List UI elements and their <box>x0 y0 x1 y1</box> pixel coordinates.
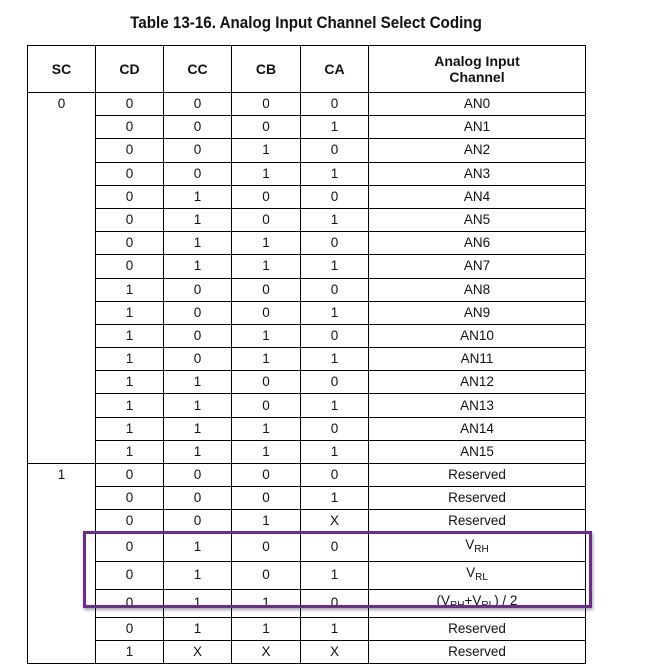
cell-channel: AN3 <box>369 162 586 185</box>
header-cd: CD <box>96 46 164 93</box>
cell-ca: 0 <box>301 232 369 255</box>
cell-sc <box>28 93 96 464</box>
cell-cd: 1 <box>96 394 164 417</box>
table-row <box>28 255 586 278</box>
cell-cb: 1 <box>232 589 301 617</box>
cell-cd: 1 <box>96 640 164 663</box>
cell-channel: AN0 <box>369 93 586 116</box>
table-row <box>28 561 586 589</box>
cell-channel <box>369 533 586 561</box>
cell-cc: 1 <box>164 371 232 394</box>
channel-select-coding-table <box>27 45 586 664</box>
cell-cb: 1 <box>232 255 301 278</box>
channel-part-v: V <box>466 564 476 580</box>
cell-cd: 1 <box>96 278 164 301</box>
table-row <box>28 371 586 394</box>
cell-cb: 0 <box>232 561 301 589</box>
cell-cb: 0 <box>232 93 301 116</box>
table-row <box>28 640 586 663</box>
header-cb: CB <box>232 46 301 93</box>
channel-part-sub: RH <box>474 543 489 555</box>
cell-cc: 1 <box>164 589 232 617</box>
cell-ca: 1 <box>301 162 369 185</box>
header-sc: SC <box>28 46 96 93</box>
cell-cd: 0 <box>96 232 164 255</box>
channel-part-sub1: RH <box>450 599 465 611</box>
cell-cd: 1 <box>96 324 164 347</box>
cell-cb: X <box>232 640 301 663</box>
channel-part-sub: RL <box>475 571 488 583</box>
table-row <box>28 139 586 162</box>
cell-ca: X <box>301 640 369 663</box>
cell-cb: 0 <box>232 278 301 301</box>
cell-cd: 0 <box>96 589 164 617</box>
cell-cb: 1 <box>232 162 301 185</box>
cell-channel: Reserved <box>369 510 586 533</box>
cell-cb: 1 <box>232 617 301 640</box>
cell-cb: 0 <box>232 371 301 394</box>
cell-channel: Reserved <box>369 464 586 487</box>
cell-cb: 0 <box>232 394 301 417</box>
cell-cc: 0 <box>164 116 232 139</box>
cell-cc: 0 <box>164 93 232 116</box>
cell-ca: 0 <box>301 417 369 440</box>
cell-cc: 1 <box>164 417 232 440</box>
cell-cd: 1 <box>96 371 164 394</box>
cell-cb: 1 <box>232 324 301 347</box>
table-row <box>28 394 586 417</box>
cell-cd: 0 <box>96 162 164 185</box>
cell-channel: AN10 <box>369 324 586 347</box>
cell-cb: 0 <box>232 301 301 324</box>
cell-cb: 0 <box>232 185 301 208</box>
cell-cd: 0 <box>96 510 164 533</box>
cell-cc: 1 <box>164 533 232 561</box>
cell-channel: AN1 <box>369 116 586 139</box>
cell-channel: AN11 <box>369 348 586 371</box>
cell-cb: 0 <box>232 208 301 231</box>
cell-cb: 0 <box>232 116 301 139</box>
header-channel: Analog Input Channel <box>369 46 586 93</box>
table-row <box>28 116 586 139</box>
channel-part-open: (V <box>436 592 451 608</box>
cell-ca: 1 <box>301 487 369 510</box>
cell-cd: 0 <box>96 561 164 589</box>
cell-cb: 1 <box>232 139 301 162</box>
cell-cc: 0 <box>164 139 232 162</box>
table-row <box>28 232 586 255</box>
cell-ca: 1 <box>301 348 369 371</box>
cell-channel: AN9 <box>369 301 586 324</box>
cell-channel: AN4 <box>369 185 586 208</box>
cell-cd: 0 <box>96 139 164 162</box>
cell-cc: 1 <box>164 208 232 231</box>
cell-sc <box>28 464 96 664</box>
cell-ca: 0 <box>301 93 369 116</box>
table-row <box>28 278 586 301</box>
cell-ca: 1 <box>301 394 369 417</box>
table-row <box>28 440 586 463</box>
table-row <box>28 617 586 640</box>
cell-cd: 1 <box>96 301 164 324</box>
channel-part-plus: +V <box>464 592 482 608</box>
table-row <box>28 185 586 208</box>
cell-cd: 1 <box>96 417 164 440</box>
table-row <box>28 208 586 231</box>
cell-cd: 0 <box>96 255 164 278</box>
header-row <box>28 46 586 93</box>
cell-cc: 0 <box>164 510 232 533</box>
table-row <box>28 93 586 116</box>
cell-channel: AN12 <box>369 371 586 394</box>
cell-channel <box>369 561 586 589</box>
cell-ca: 1 <box>301 617 369 640</box>
cell-cb: 1 <box>232 440 301 463</box>
cell-cd: 0 <box>96 533 164 561</box>
table-row <box>28 533 586 561</box>
cell-cb: 0 <box>232 487 301 510</box>
cell-cc: 1 <box>164 185 232 208</box>
cell-cd: 0 <box>96 116 164 139</box>
cell-cb: 1 <box>232 417 301 440</box>
cell-ca: 0 <box>301 464 369 487</box>
cell-cb: 1 <box>232 348 301 371</box>
table-row <box>28 487 586 510</box>
cell-ca: 0 <box>301 533 369 561</box>
sc-value: 1 <box>57 467 66 482</box>
cell-cd: 0 <box>96 617 164 640</box>
cell-ca: 0 <box>301 139 369 162</box>
cell-cd: 0 <box>96 208 164 231</box>
cell-ca: 0 <box>301 185 369 208</box>
header-ca: CA <box>301 46 369 93</box>
cell-ca: 1 <box>301 561 369 589</box>
cell-cc: 1 <box>164 255 232 278</box>
table-row <box>28 510 586 533</box>
cell-cc: 0 <box>164 487 232 510</box>
cell-cd: 0 <box>96 464 164 487</box>
cell-cc: 1 <box>164 440 232 463</box>
cell-channel: AN7 <box>369 255 586 278</box>
table-row <box>28 464 586 487</box>
cell-ca: 1 <box>301 116 369 139</box>
cell-cc: 0 <box>164 162 232 185</box>
cell-ca: 1 <box>301 208 369 231</box>
cell-channel: AN15 <box>369 440 586 463</box>
header-cc: CC <box>164 46 232 93</box>
cell-ca: 1 <box>301 255 369 278</box>
cell-channel: Reserved <box>369 617 586 640</box>
cell-ca: 1 <box>301 440 369 463</box>
cell-cc: X <box>164 640 232 663</box>
cell-channel: Reserved <box>369 640 586 663</box>
table-row <box>28 348 586 371</box>
table-row <box>28 301 586 324</box>
cell-cc: 0 <box>164 464 232 487</box>
channel-part-sub2: RL <box>481 599 495 611</box>
cell-cb: 0 <box>232 464 301 487</box>
channel-part-close: ) / 2 <box>494 592 518 608</box>
table-row <box>28 589 586 617</box>
cell-ca: 0 <box>301 324 369 347</box>
cell-channel <box>369 589 586 617</box>
cell-channel: AN6 <box>369 232 586 255</box>
cell-ca: X <box>301 510 369 533</box>
cell-channel: AN13 <box>369 394 586 417</box>
cell-cc: 1 <box>164 561 232 589</box>
cell-cc: 1 <box>164 617 232 640</box>
cell-ca: 0 <box>301 589 369 617</box>
cell-channel: AN5 <box>369 208 586 231</box>
cell-cd: 0 <box>96 185 164 208</box>
cell-cd: 0 <box>96 93 164 116</box>
cell-cc: 0 <box>164 324 232 347</box>
cell-cc: 0 <box>164 348 232 371</box>
cell-channel: AN14 <box>369 417 586 440</box>
table-title: Table 13-16. Analog Input Channel Select Coding <box>130 14 482 32</box>
cell-cd: 0 <box>96 487 164 510</box>
cell-channel: AN8 <box>369 278 586 301</box>
cell-cc: 0 <box>164 278 232 301</box>
cell-ca: 1 <box>301 301 369 324</box>
table-row <box>28 417 586 440</box>
cell-cc: 0 <box>164 301 232 324</box>
cell-cc: 1 <box>164 232 232 255</box>
channel-part-v: V <box>465 536 475 552</box>
cell-channel: AN2 <box>369 139 586 162</box>
cell-cc: 1 <box>164 394 232 417</box>
cell-channel: Reserved <box>369 487 586 510</box>
cell-cb: 1 <box>232 232 301 255</box>
cell-ca: 0 <box>301 278 369 301</box>
sc-value: 0 <box>57 96 66 111</box>
cell-cd: 1 <box>96 440 164 463</box>
table-row <box>28 324 586 347</box>
cell-ca: 0 <box>301 371 369 394</box>
table-row <box>28 162 586 185</box>
cell-cb: 0 <box>232 533 301 561</box>
cell-cb: 1 <box>232 510 301 533</box>
cell-cd: 1 <box>96 348 164 371</box>
